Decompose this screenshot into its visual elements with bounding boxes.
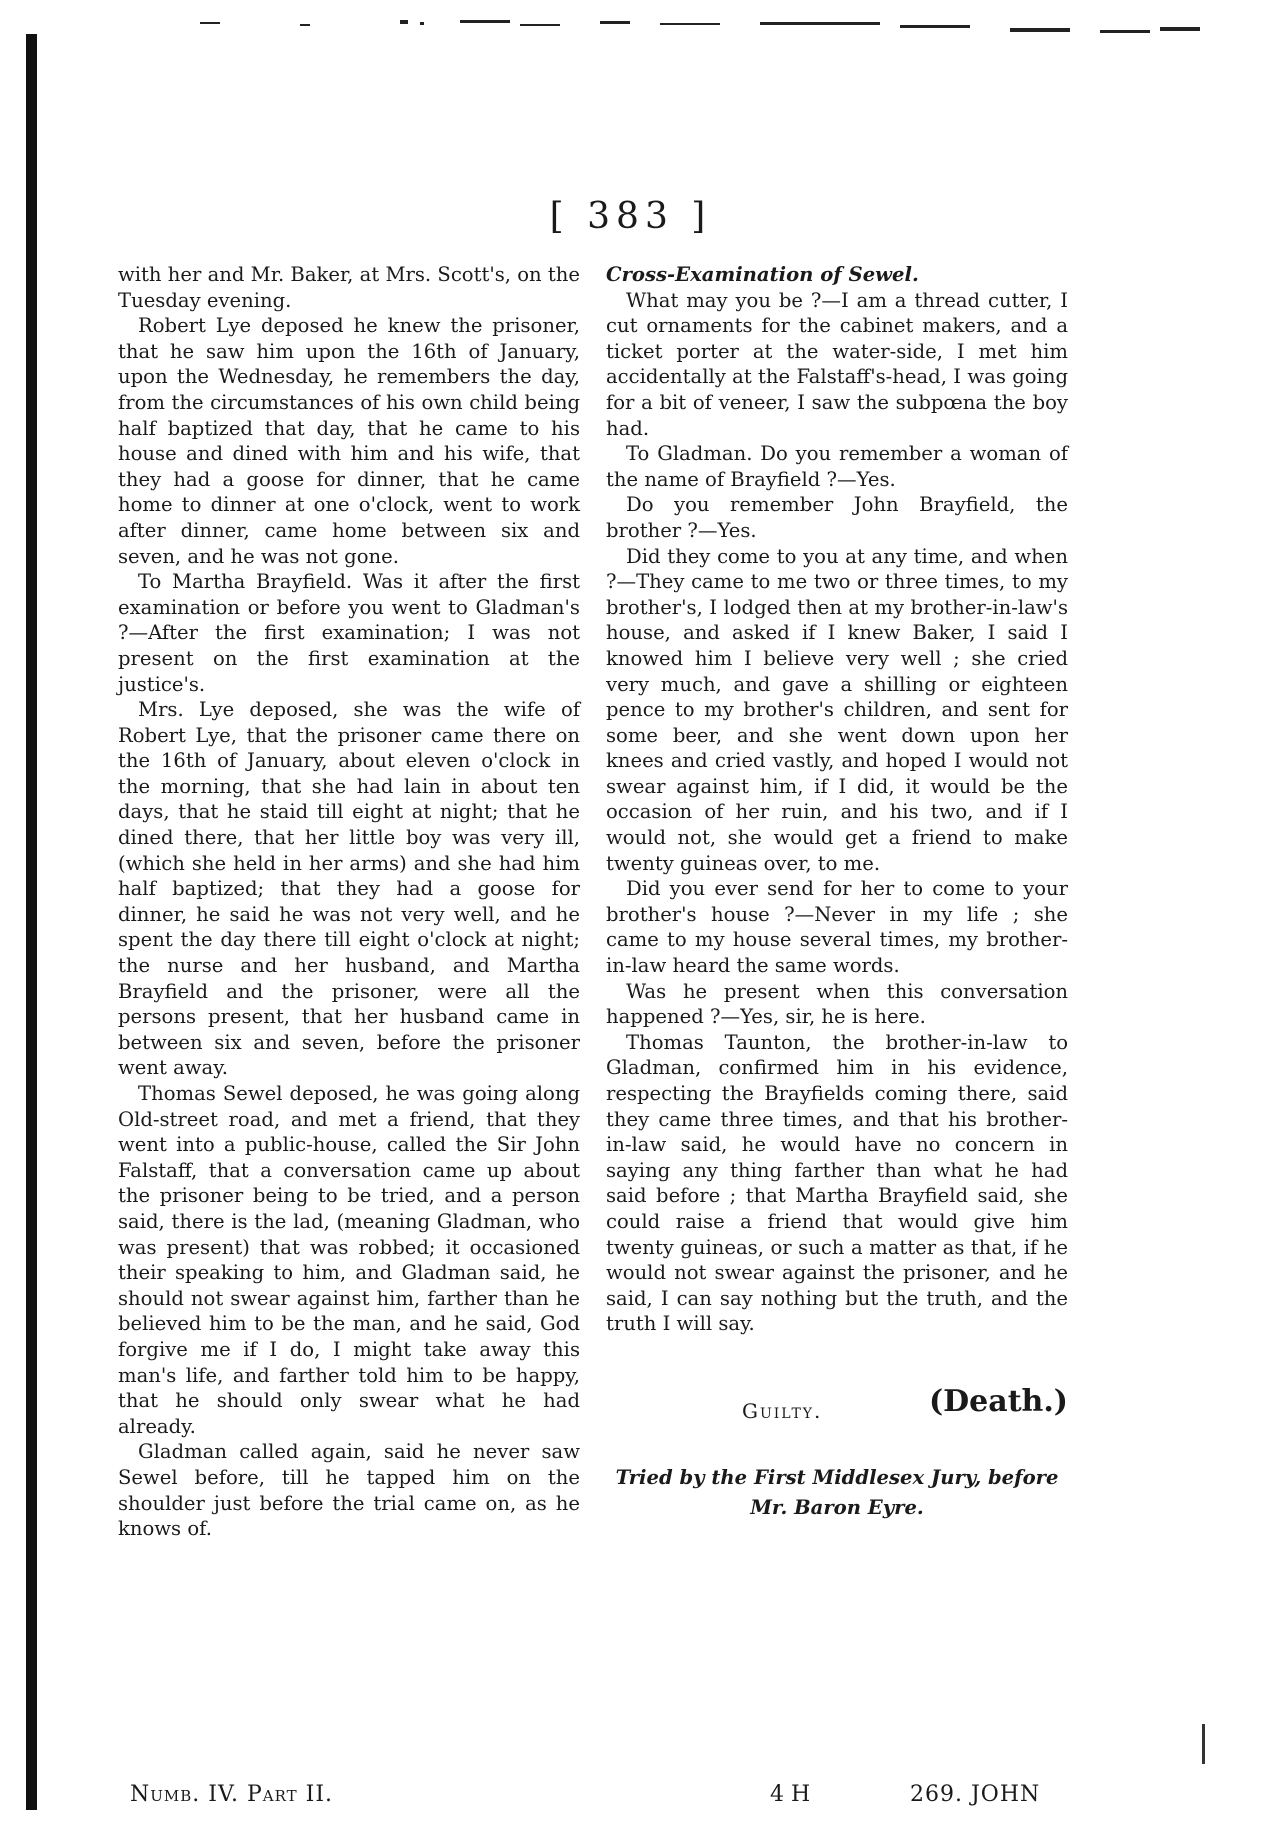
- verdict-text: Guilty.: [742, 1398, 823, 1423]
- paragraph: Thomas Taunton, the brother-in-law to Gladman, confirmed him in his evidence, respecting the Brayfields coming there, said they came three times, and that his brother-in-law said, he would have no concern in saying any thing farther than what he had said before ; that Martha Brayfield said, she could raise a friend that would give him twenty guineas, or such a matter as that, if he would not swear against the prisoner, and he said, I can say nothing but the truth, and the truth I will say.: [606, 1030, 1068, 1336]
- footer-part-number: Numb. IV. Part II.: [130, 1782, 334, 1807]
- jury-note: [606, 1463, 1068, 1523]
- paragraph: Did they come to you at any time, and when ?—They came to me two or three times, to my brother's, I lodged then at my brother-in-law's house, and asked if I knew Baker, I said I knowed him I believe very well ; she cried very much, and gave a shilling or eighteen pence to my brother's children, and sent for some beer, and she went down upon her knees and cried vastly, and hoped I would not swear against him, if I did, it would be the occasion of her ruin, and his two, and if I would not, she would get a friend to make twenty guineas over, to me.: [606, 544, 1068, 875]
- page-number: [ 383 ]: [549, 196, 712, 237]
- page-binding-edge: [26, 34, 37, 1810]
- left-column: [118, 262, 580, 1542]
- footer-catchword: 269. JOHN: [910, 1782, 1041, 1807]
- scan-edge-mark: [1202, 1724, 1205, 1764]
- paragraph: with her and Mr. Baker, at Mrs. Scott's, on the Tuesday evening.: [118, 263, 580, 312]
- scan-top-noise: [0, 0, 1261, 60]
- paragraph: Robert Lye deposed he knew the prisoner, that he saw him upon the 16th of January, upon the Wednesday, he remembers the day, from the circumstances of his own child being half baptized that day, that he came to his house and dined with him and his wife, that they had a goose for dinner, that he came home to dinner at one o'clock, went to work after dinner, came home between six and seven, and he was not gone.: [118, 314, 580, 568]
- paragraph: Mrs. Lye deposed, she was the wife of Robert Lye, that the prisoner came there on the 16th of January, about eleven o'clock in the morning, that she had lain in about ten days, that he staid till eight at night; that he dined there, that her little boy was very ill, (which she held in her arms) and she had him half baptized; that they had a goose for dinner, he said he was not very well, and he spent the day there till eight o'clock at night; the nurse and her husband, and Martha Brayfield and the prisoner, were all the persons present, that her husband came in between six and seven, before the prisoner went away.: [118, 698, 580, 1080]
- verdict-line: [606, 1383, 1068, 1435]
- paragraph: Did you ever send for her to come to your brother's house ?—Never in my life ; she came to my house several times, my brother-in-law heard the same words.: [606, 877, 1068, 978]
- jury-note-line: Mr. Baron Eyre.: [750, 1495, 924, 1519]
- jury-note-line: Tried by the First Middlesex Jury, before: [615, 1465, 1059, 1489]
- paragraph: Gladman called again, said he never saw Sewel before, till he tapped him on the shoulder just before the trial came on, as he knows of.: [118, 1440, 580, 1541]
- page-footer: [0, 1782, 1261, 1816]
- paragraph: Do you remember John Brayfield, the brother ?—Yes.: [606, 493, 1068, 542]
- right-column: [606, 262, 1068, 1523]
- paragraph: Thomas Sewel deposed, he was going along Old-street road, and met a friend, that they went into a public-house, called the Sir John Falstaff, that a conversation came up about the prisoner being to be tried, and a person said, there is the lad, (meaning Gladman, who was present) that was robbed; it occasioned their speaking to him, and Gladman said, he should not swear against him, farther than he believed him to be the man, and he said, God forgive me if I do, I might take away this man's life, and farther told him to be happy, that he should only swear what he had already.: [118, 1082, 580, 1438]
- paragraph: Was he present when this conversation happened ?—Yes, sir, he is here.: [606, 979, 1068, 1029]
- section-heading: Cross-Examination of Sewel.: [606, 263, 919, 286]
- paragraph: What may you be ?—I am a thread cutter, I cut ornaments for the cabinet makers, and a ticket porter at the water-side, I met him accidentally at the Falstaff's-head, I was going for a bit of veneer, I saw the subpœna the boy had.: [606, 288, 1068, 440]
- paragraph: To Martha Brayfield. Was it after the first examination or before you went to Gladman's ?—After the first examination; I was not present on the first examination at the justice's.: [118, 570, 580, 696]
- footer-signature-mark: 4 H: [770, 1782, 811, 1807]
- sentence-text: (Death.): [928, 1383, 1068, 1419]
- paragraph: To Gladman. Do you remember a woman of the name of Brayfield ?—Yes.: [606, 442, 1068, 491]
